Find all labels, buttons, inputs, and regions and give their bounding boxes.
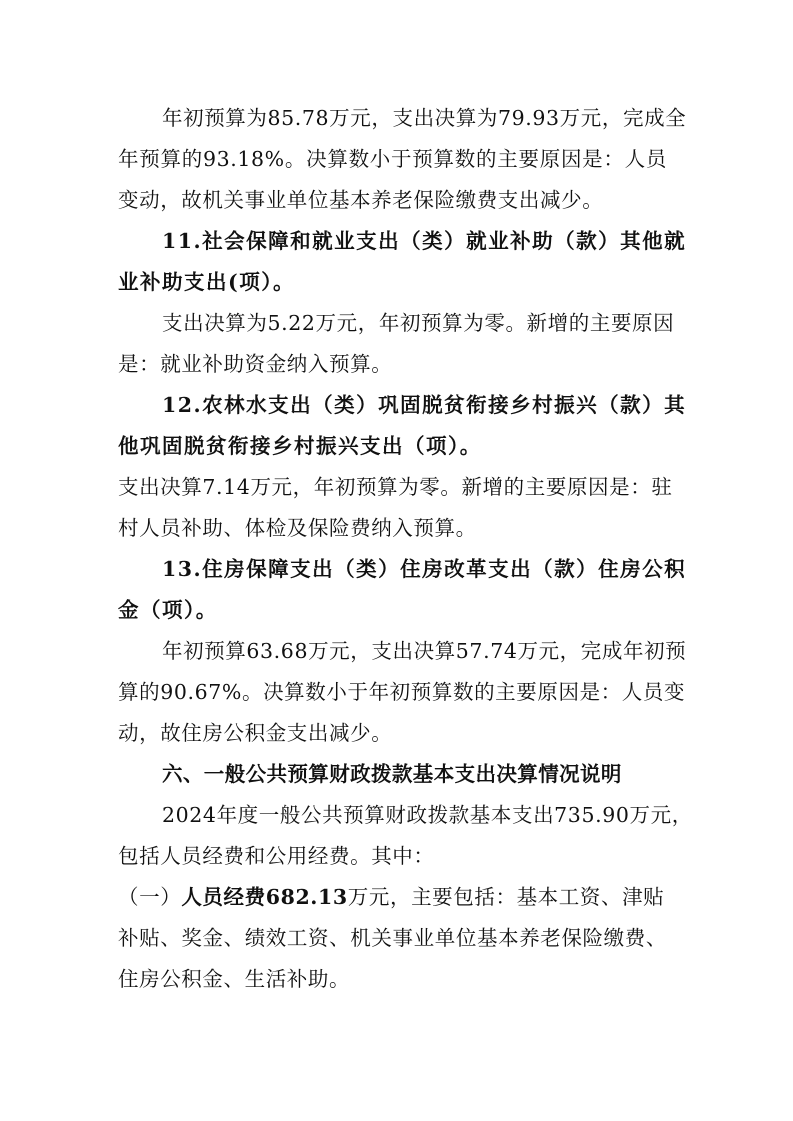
section-heading: 11.社会保障和就业支出（类）就业补助（款）其他就 (162, 229, 687, 253)
paragraph-line: 包括人员经费和公用经费。其中： (118, 844, 435, 868)
paragraph-line: 补贴、奖金、绩效工资、机关事业单位基本养老保险缴费、 (118, 926, 667, 950)
section-heading: 12.农林水支出（类）巩固脱贫衔接乡村振兴（款）其 (162, 393, 687, 417)
paragraph-line: 支出决算7.14万元，年初预算为零。新增的主要原因是：驻 (118, 475, 673, 499)
paragraph-text: 万元，主要包括：基本工资、津贴 (347, 885, 665, 909)
section-heading: 六、一般公共预算财政拨款基本支出决算情况说明 (162, 762, 622, 786)
section-heading: 业补助支出(项）。 (118, 270, 295, 294)
paragraph-line: 算的90.67%。决算数小于年初预算数的主要原因是：人员变 (118, 680, 686, 704)
list-marker: （一） (118, 885, 182, 909)
section-heading: 他巩固脱贫衔接乡村振兴支出（项）。 (118, 434, 482, 458)
section-heading: 13.住房保障支出（类）住房改革支出（款）住房公积 (162, 557, 687, 581)
paragraph-line: 住房公积金、生活补助。 (118, 967, 351, 991)
paragraph-line: 年预算的93.18%。决算数小于预算数的主要原因是：人员 (118, 147, 667, 171)
section-heading: 金（项）。 (118, 598, 218, 622)
paragraph-line: 2024年度一般公共预算财政拨款基本支出735.90万元， (162, 803, 693, 827)
paragraph-line (118, 877, 667, 917)
personnel-expense-label: 人员经费682.13 (181, 885, 348, 909)
paragraph-line: 年初预算63.68万元，支出决算57.74万元，完成年初预 (162, 639, 687, 663)
paragraph-line: 年初预算为85.78万元，支出决算为79.93万元，完成全 (162, 106, 687, 130)
paragraph-line: 村人员补助、体检及保险费纳入预算。 (118, 516, 477, 540)
paragraph-line: 动，故住房公积金支出减少。 (118, 721, 393, 745)
paragraph-line: 变动，故机关事业单位基本养老保险缴费支出减少。 (118, 188, 604, 212)
paragraph-line: 支出决算为5.22万元，年初预算为零。新增的主要原因 (162, 311, 675, 335)
paragraph-line: 是：就业补助资金纳入预算。 (118, 352, 393, 376)
